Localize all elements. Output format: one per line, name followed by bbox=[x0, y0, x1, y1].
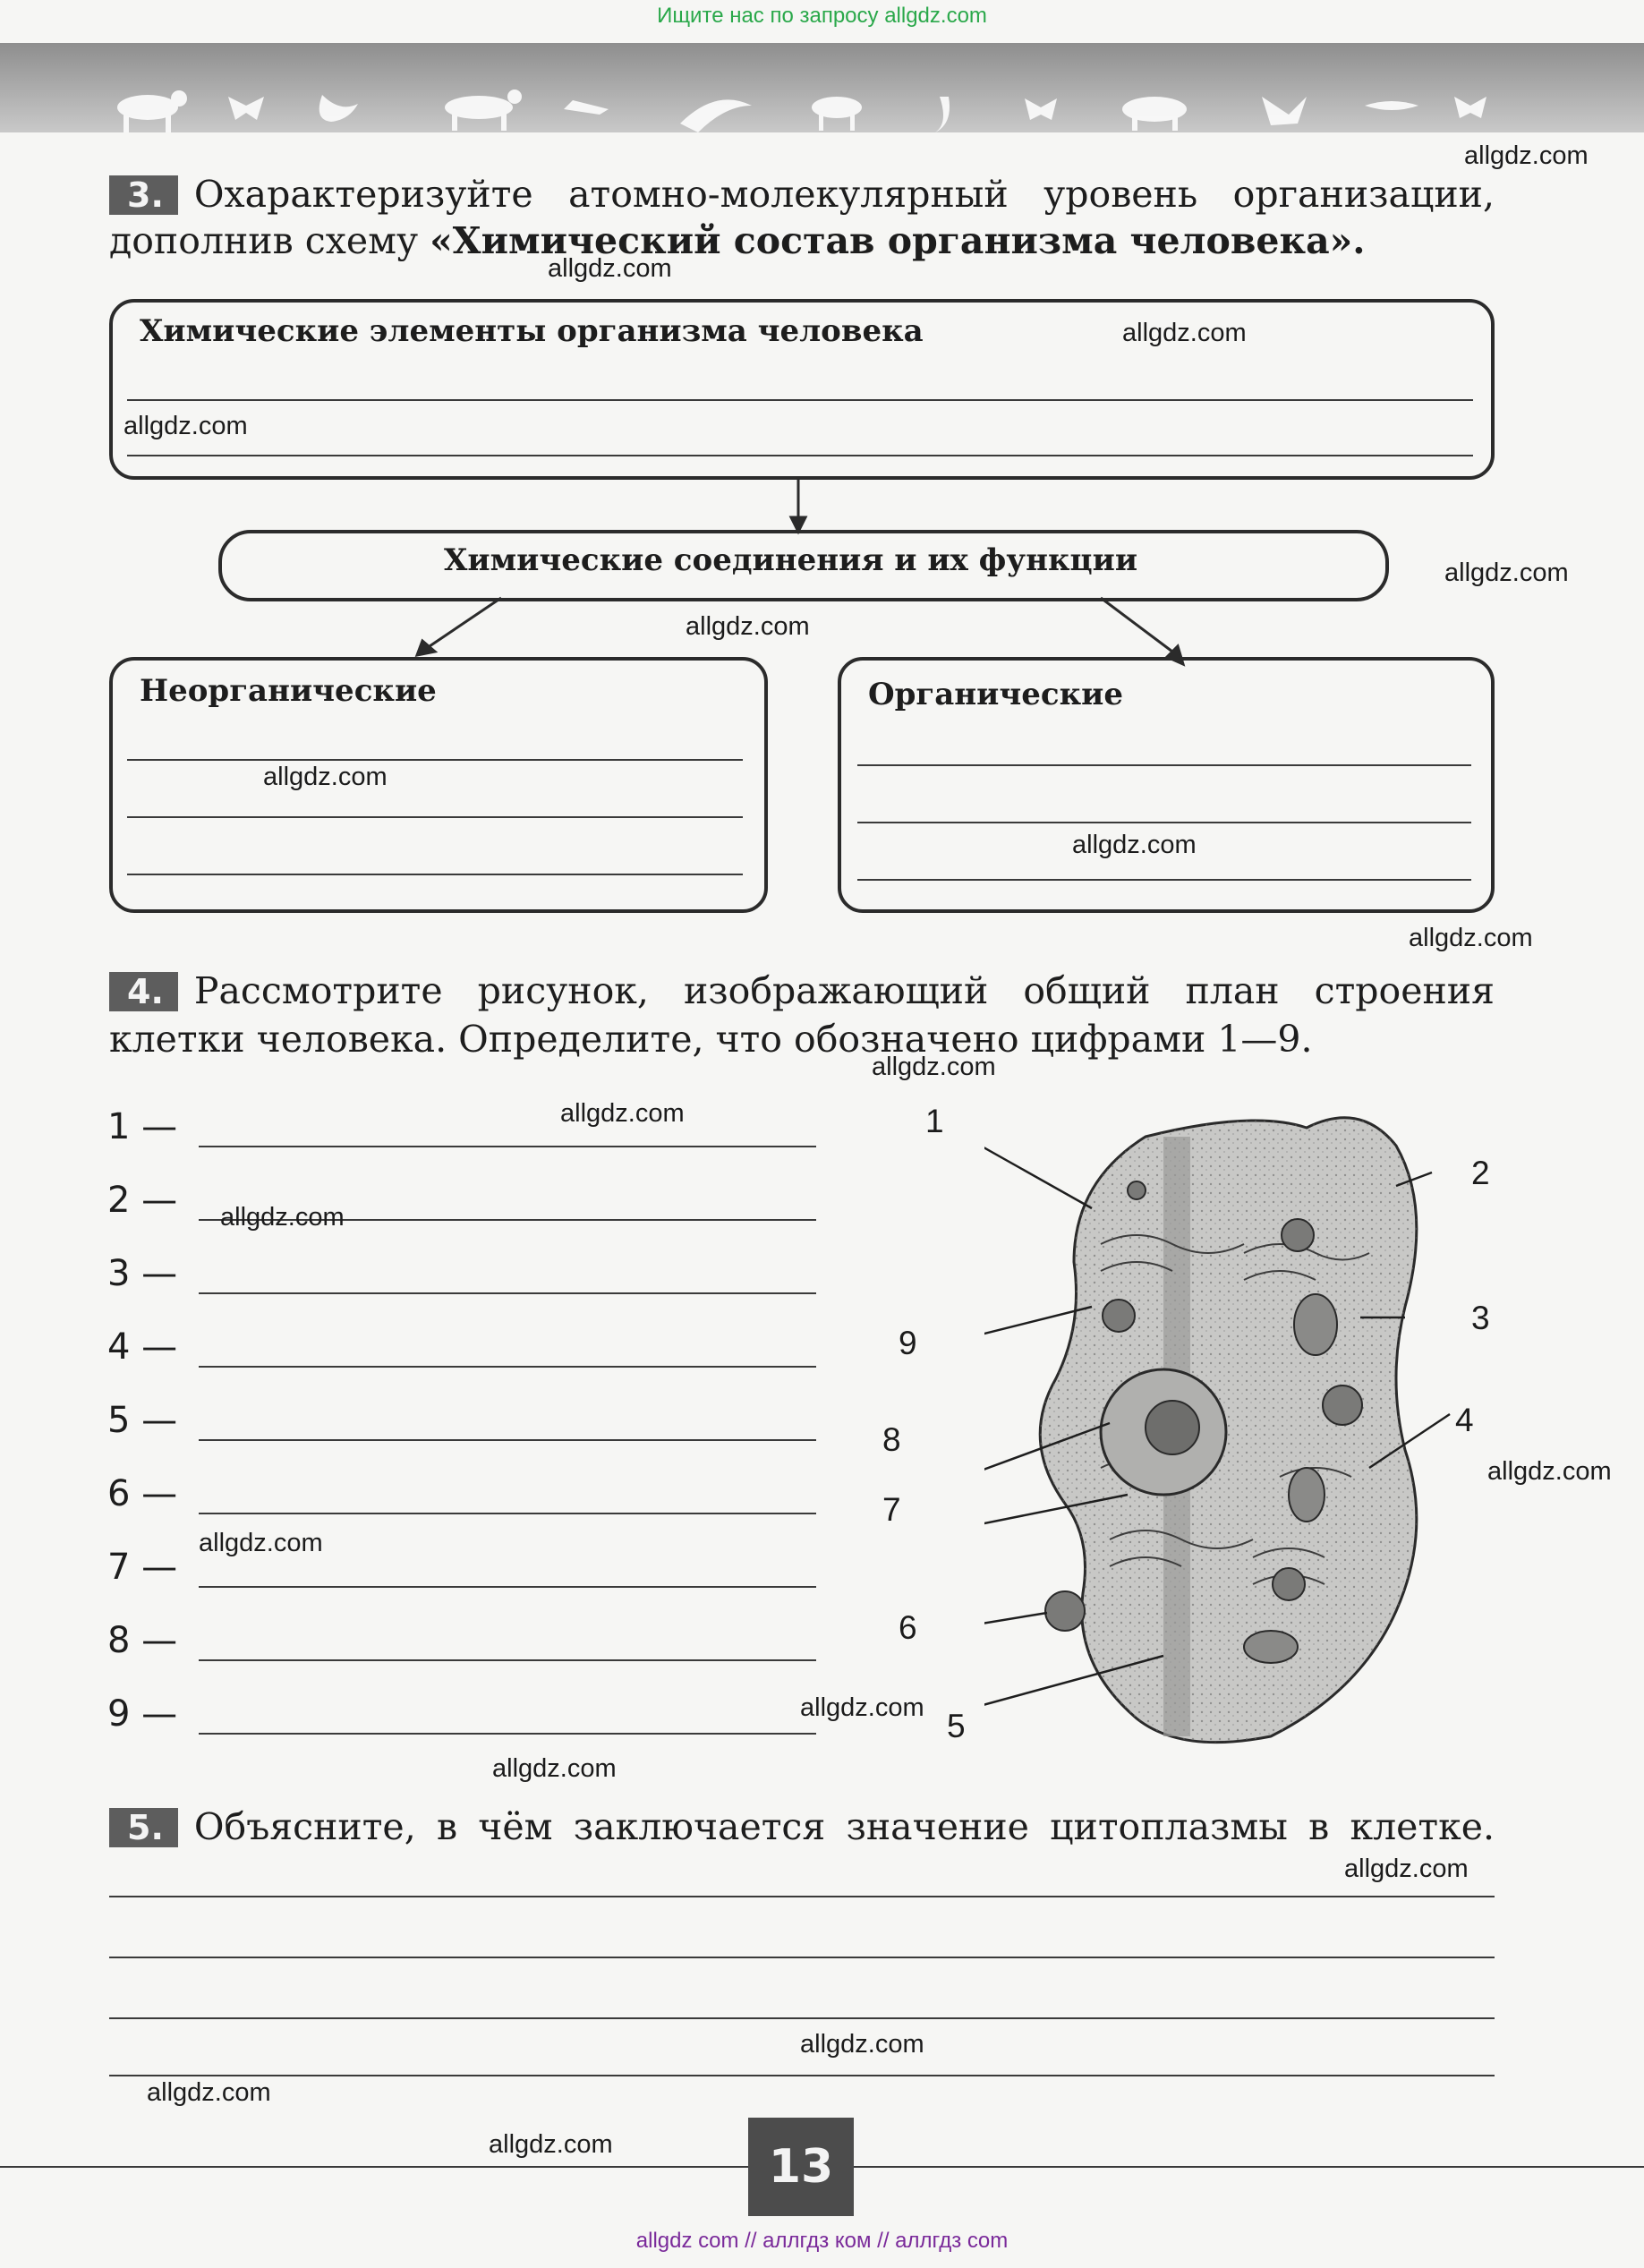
answer-line[interactable] bbox=[109, 2017, 1495, 2019]
answer-line[interactable] bbox=[857, 879, 1471, 881]
footer-rule-right bbox=[854, 2166, 1644, 2168]
watermark: allgdz.com bbox=[147, 2078, 271, 2107]
page-number: 13 bbox=[748, 2118, 854, 2216]
watermark: allgdz.com bbox=[1464, 141, 1589, 170]
compounds-box-title: Химические соединения и их функции bbox=[444, 542, 1138, 578]
figure-label-4: 4 bbox=[1455, 1402, 1474, 1438]
answer-label-1: 1 — bbox=[107, 1106, 178, 1147]
elements-box-title: Химические элементы организма человека bbox=[140, 313, 924, 349]
answer-line-1[interactable] bbox=[199, 1146, 816, 1147]
answer-line[interactable] bbox=[109, 1896, 1495, 1897]
watermark: allgdz.com bbox=[1072, 831, 1197, 859]
answer-line-7[interactable] bbox=[199, 1586, 816, 1588]
answer-label-2: 2 — bbox=[107, 1180, 178, 1221]
answer-label-6: 6 — bbox=[107, 1473, 178, 1514]
cell-figure bbox=[984, 1110, 1486, 1754]
answer-line[interactable] bbox=[857, 822, 1471, 823]
answer-line-8[interactable] bbox=[199, 1659, 816, 1661]
watermark: allgdz.com bbox=[548, 254, 672, 283]
watermark: allgdz.com bbox=[124, 412, 248, 440]
figure-label-2: 2 bbox=[1471, 1155, 1490, 1191]
answer-line-4[interactable] bbox=[199, 1366, 816, 1368]
figure-label-9: 9 bbox=[899, 1325, 917, 1361]
answer-label-7: 7 — bbox=[107, 1547, 178, 1588]
footer-rule-left bbox=[0, 2166, 748, 2168]
task3-text-line2-bold: «Химический состав организма человека». bbox=[430, 219, 1366, 262]
task5-line1 bbox=[109, 1801, 1495, 1853]
answer-line[interactable] bbox=[857, 764, 1471, 766]
figure-label-6: 6 bbox=[899, 1609, 917, 1646]
figure-label-1: 1 bbox=[925, 1103, 944, 1139]
watermark: allgdz.com bbox=[872, 1053, 996, 1081]
task4-text-line1: Рассмотрите рисунок, изображающий общий план строения bbox=[193, 969, 1495, 1012]
inorganic-box-title: Неорганические bbox=[140, 673, 437, 709]
watermark: allgdz.com bbox=[492, 1754, 617, 1783]
watermark: allgdz.com bbox=[1409, 924, 1533, 952]
answer-label-5: 5 — bbox=[107, 1400, 178, 1441]
watermark: allgdz.com bbox=[560, 1099, 685, 1128]
answer-line-3[interactable] bbox=[199, 1292, 816, 1294]
watermark: allgdz.com bbox=[1487, 1457, 1612, 1486]
schema-arrows bbox=[0, 0, 1644, 716]
task5-number: 5. bbox=[109, 1808, 178, 1847]
figure-label-7: 7 bbox=[882, 1491, 901, 1528]
task3-number: 3. bbox=[109, 175, 178, 215]
bottom-link[interactable]: allgdz com // аллгдз ком // аллгдз com bbox=[635, 2229, 1009, 2253]
organic-box-title: Органические bbox=[868, 677, 1123, 712]
answer-line-5[interactable] bbox=[199, 1439, 816, 1441]
answer-line-9[interactable] bbox=[199, 1733, 816, 1735]
figure-label-8: 8 bbox=[882, 1421, 901, 1458]
watermark: allgdz.com bbox=[800, 1693, 924, 1722]
answer-line[interactable] bbox=[127, 874, 743, 875]
answer-label-8: 8 — bbox=[107, 1620, 178, 1661]
task4-number: 4. bbox=[109, 972, 178, 1011]
watermark: allgdz.com bbox=[1122, 319, 1247, 347]
task4-text-line2: клетки человека. Определите, что обозначено цифрами 1—9. bbox=[109, 1018, 1313, 1061]
watermark: allgdz.com bbox=[220, 1203, 345, 1232]
watermark: allgdz.com bbox=[800, 2030, 924, 2059]
watermark: allgdz.com bbox=[263, 763, 388, 791]
watermark: allgdz.com bbox=[686, 612, 810, 641]
answer-line[interactable] bbox=[109, 2075, 1495, 2076]
answer-label-4: 4 — bbox=[107, 1326, 178, 1368]
task3-text-line1: Охарактеризуйте атомно-молекулярный уровень организации, bbox=[193, 173, 1495, 216]
watermark: allgdz.com bbox=[1444, 558, 1569, 587]
task5-text: Объясните, в чём заключается значение цитоплазмы в клетке. bbox=[193, 1805, 1495, 1848]
watermark: allgdz.com bbox=[199, 1529, 323, 1557]
task3-text-line2-plain: дополнив схему bbox=[109, 219, 430, 262]
task4-line1 bbox=[109, 965, 1495, 1017]
figure-label-5: 5 bbox=[947, 1708, 966, 1744]
answer-line[interactable] bbox=[127, 759, 743, 761]
watermark: allgdz.com bbox=[489, 2130, 613, 2159]
answer-label-9: 9 — bbox=[107, 1693, 178, 1735]
top-link[interactable]: Ищите нас по запросу allgdz.com bbox=[657, 4, 987, 28]
answer-line-6[interactable] bbox=[199, 1513, 816, 1514]
figure-label-3: 3 bbox=[1471, 1300, 1490, 1336]
watermark: allgdz.com bbox=[1344, 1854, 1469, 1883]
answer-label-3: 3 — bbox=[107, 1253, 178, 1294]
answer-line[interactable] bbox=[109, 1957, 1495, 1958]
task4-line2 bbox=[109, 1013, 1495, 1065]
answer-line[interactable] bbox=[127, 816, 743, 818]
